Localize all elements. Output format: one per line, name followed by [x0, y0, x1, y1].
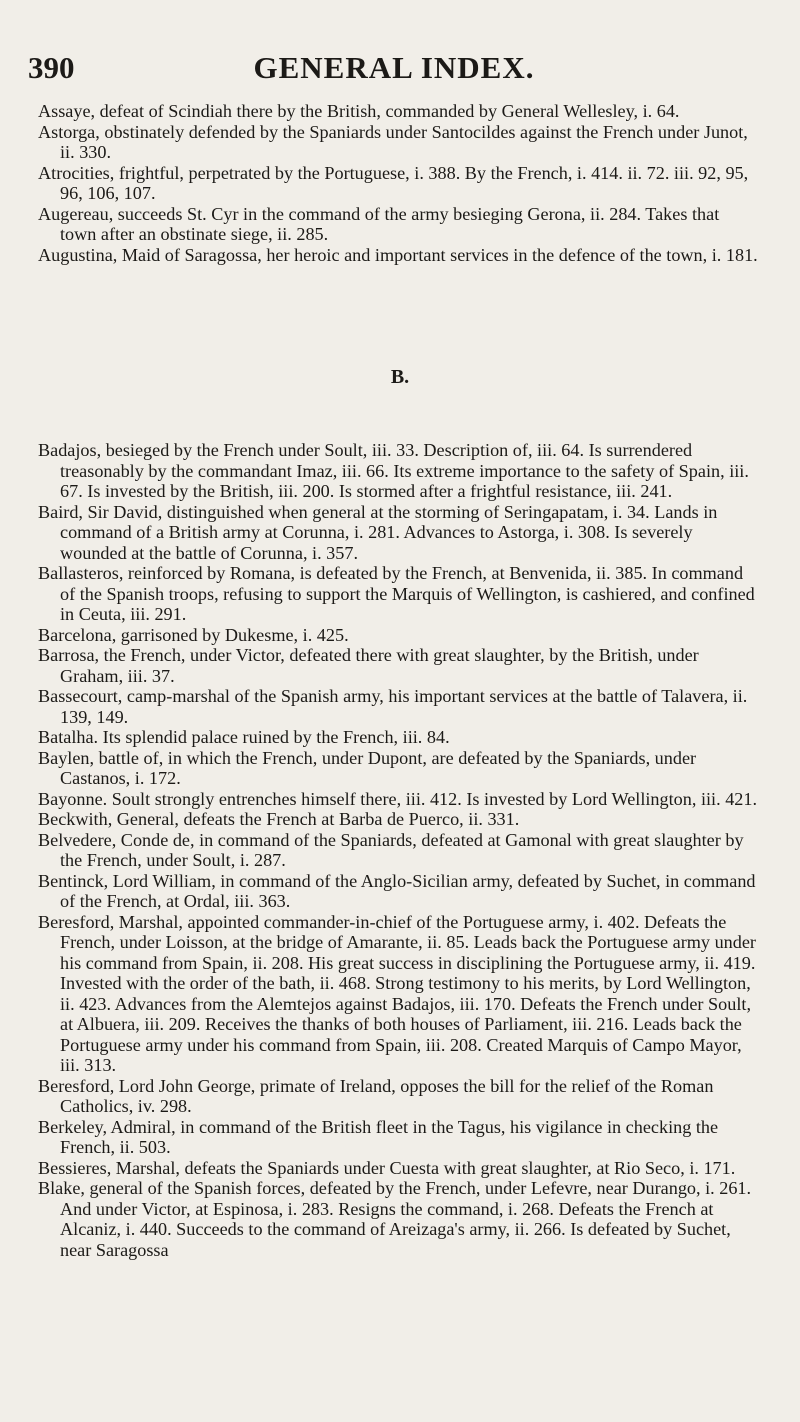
index-section-b: [38, 440, 758, 1260]
index-entry: Atrocities, frightful, perpetrated by the Portuguese, i. 388. By the French, i. 414. ii. 72. iii. 92, 95, 96, 106, 107.: [38, 162, 749, 203]
index-entry: Batalha. Its splendid palace ruined by the French, iii. 84.: [38, 727, 450, 747]
page-header: [28, 50, 760, 90]
index-section-a: [38, 101, 758, 265]
index-entry: Bentinck, Lord William, in command of the Anglo-Sicilian army, defeated by Suchet, in command of the French, at Ordal, iii. 363.: [38, 870, 756, 911]
index-entry: Ballasteros, reinforced by Romana, is defeated by the French, at Benvenida, ii. 385. In command of the Spanish troops, refusing to support the Marquis of Wellington, is cashiered, and confined in Ceuta, iii. 291.: [38, 563, 755, 624]
index-entry: Assaye, defeat of Scindiah there by the British, commanded by General Wellesley, i. 64.: [38, 101, 680, 121]
running-head: GENERAL INDEX.: [253, 50, 535, 85]
index-entry: Baylen, battle of, in which the French, under Dupont, are defeated by the Spaniards, under Castanos, i. 172.: [38, 747, 697, 788]
index-entry: Bayonne. Soult strongly entrenches himself there, iii. 412. Is invested by Lord Wellington, iii. 421.: [38, 788, 758, 809]
index-entry: Augustina, Maid of Saragossa, her heroic and important services in the defence of the town, i. 181.: [38, 244, 758, 265]
index-entry: Bessieres, Marshal, defeats the Spaniards under Cuesta with great slaughter, at Rio Seco, i. 171.: [38, 1157, 736, 1178]
index-entry: Blake, general of the Spanish forces, defeated by the French, under Lefevre, near Durango, i. 261. And under Victor, at Espinosa, i. 283. Resigns the command, i. 268. Defeats the French at Alcaniz, i. 440. Succeeds to the command of Areizaga's army, ii. 266. Is defeated by Suchet, near Saragossa: [38, 1178, 752, 1260]
index-entry: Berkeley, Admiral, in command of the British fleet in the Tagus, his vigilance in checking the French, ii. 503.: [38, 1116, 719, 1157]
index-entry: Belvedere, Conde de, in command of the Spaniards, defeated at Gamonal with great slaughter by the French, under Soult, i. 287.: [38, 829, 744, 870]
index-entry: Astorga, obstinately defended by the Spaniards under Santocildes against the French under Junot, ii. 330.: [38, 121, 748, 162]
index-entry: Barrosa, the French, under Victor, defeated there with great slaughter, by the British, under Graham, iii. 37.: [38, 645, 699, 686]
index-entry: Bassecourt, camp-marshal of the Spanish army, his important services at the battle of Talavera, ii. 139, 149.: [38, 686, 748, 727]
page-number: 390: [28, 50, 75, 85]
index-entry: Beresford, Lord John George, primate of Ireland, opposes the bill for the relief of the Roman Catholics, iv. 298.: [38, 1075, 714, 1116]
index-entry: Augereau, succeeds St. Cyr in the command of the army besieging Gerona, ii. 284. Takes that town after an obstinate siege, ii. 285.: [38, 203, 720, 244]
section-letter-b: B.: [390, 366, 410, 388]
index-entry: Badajos, besieged by the French under Soult, iii. 33. Description of, iii. 64. Is surrendered treasonably by the commandant Imaz, iii. 66. Its extreme importance to the safety of Spain, iii. 67. Is invested by the British, iii. 200. Is stormed after a frightful resistance, iii. 241.: [38, 440, 749, 501]
index-entry: Baird, Sir David, distinguished when general at the storming of Seringapatam, i. 34. Lands in command of a British army at Corunna, i. 281. Advances to Astorga, i. 308. Is severely wounded at the battle of Corunna, i. 357.: [38, 501, 718, 563]
index-entry: Beckwith, General, defeats the French at Barba de Puerco, ii. 331.: [38, 809, 520, 829]
index-entry: Beresford, Marshal, appointed commander-in-chief of the Portuguese army, i. 402. Defeats the French, under Loisson, at the bridge of Amarante, ii. 85. Leads back the Portuguese army under his command from Spain, ii. 208. His great success in disciplining the Portuguese army, ii. 419. Invested with the order of the bath, ii. 468. Strong testimony to his merits, by Lord Wellington, ii. 423. Advances from the Alemtejos against Badajos, iii. 170. Defeats the French under Soult, at Albuera, iii. 209. Receives the thanks of both houses of Parliament, iii. 216. Leads back the Portuguese army under his command from Spain, iii. 208. Created Marquis of Campo Mayor, iii. 313.: [38, 911, 756, 1075]
index-entry: Barcelona, garrisoned by Dukesme, i. 425.: [38, 624, 349, 645]
